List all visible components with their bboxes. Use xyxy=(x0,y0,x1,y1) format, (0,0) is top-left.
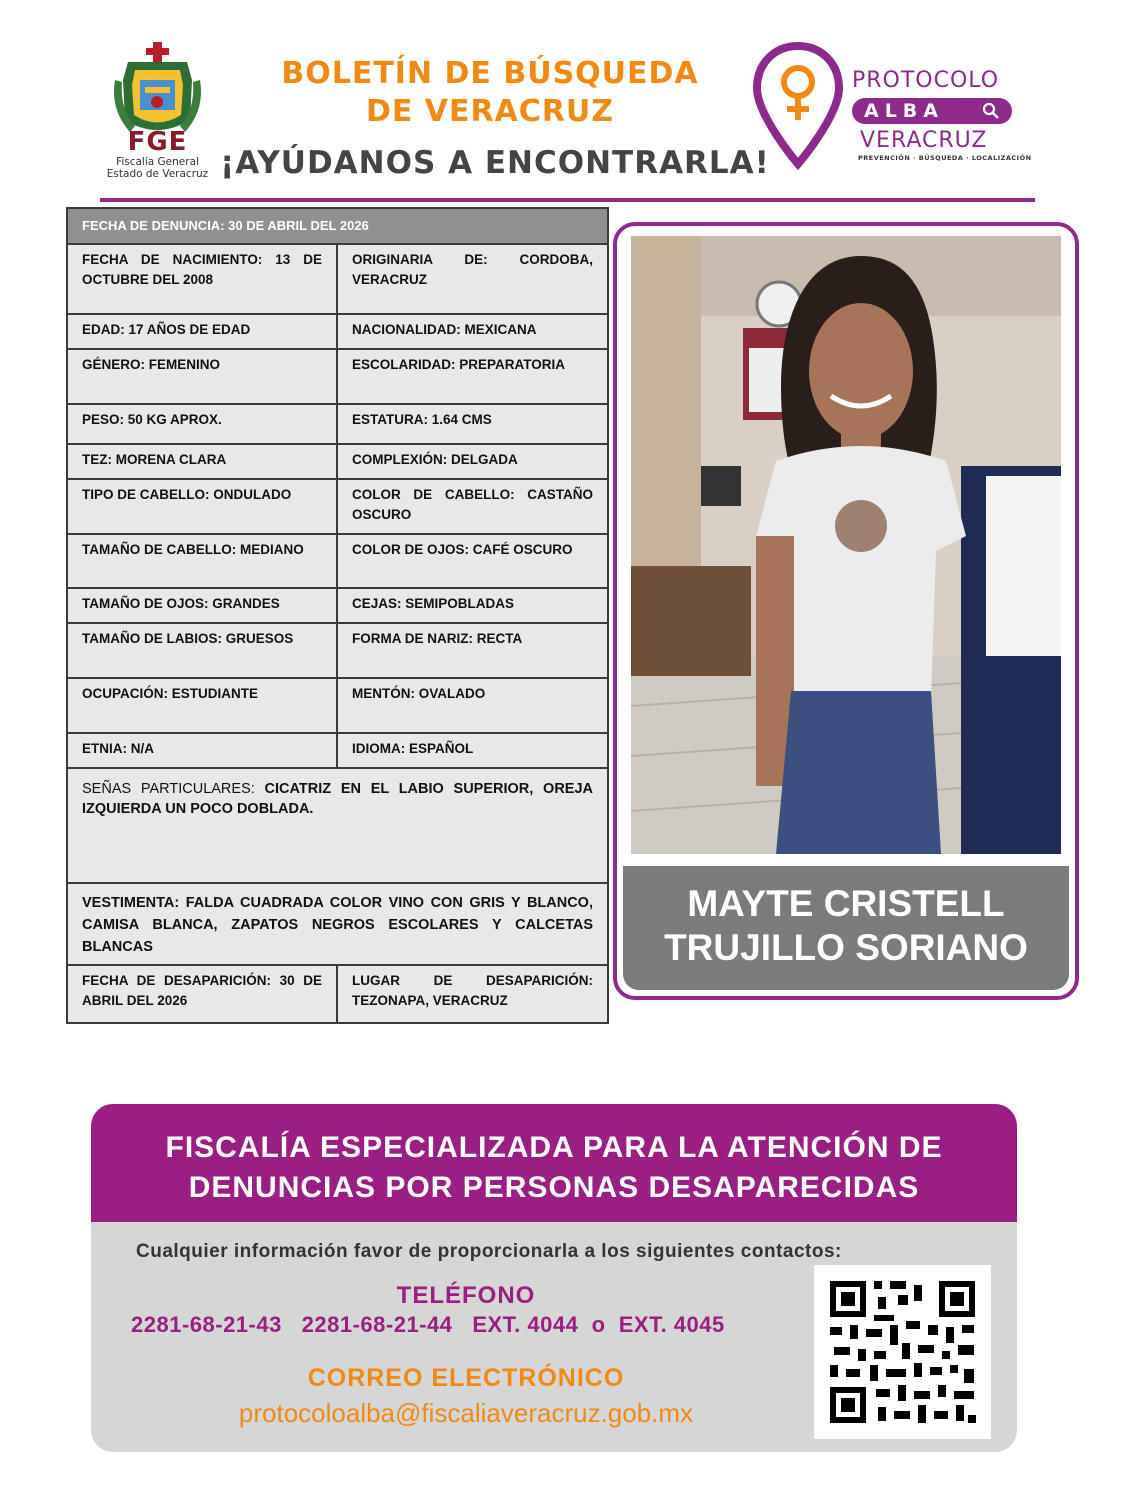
info-cell: TIPO DE CABELLO: ONDULADO xyxy=(67,479,337,534)
info-cell: IDIOMA: ESPAÑOL xyxy=(337,733,608,768)
protocol-tagline: PREVENCIÓN · BÚSQUEDA · LOCALIZACIÓN xyxy=(858,154,1032,162)
distinguishing-marks-label: SEÑAS PARTICULARES: xyxy=(82,781,265,797)
search-icon xyxy=(982,102,1000,120)
header-divider xyxy=(100,198,1035,202)
prosecutor-office-banner xyxy=(91,1104,1017,1222)
clothing: VESTIMENTA: FALDA CUADRADA COLOR VINO CON GRIS Y BLANCO, CAMISA BLANCA, ZAPATOS NEGROS ESCOLARES Y CALCETAS BLANCAS xyxy=(67,883,608,965)
fge-abbr: FGE xyxy=(127,127,188,157)
photo-card xyxy=(613,222,1079,1000)
info-cell: PESO: 50 KG APROX. xyxy=(67,404,337,444)
info-cell: TAMAÑO DE LABIOS: GRUESOS xyxy=(67,623,337,678)
info-cell: MENTÓN: OVALADO xyxy=(337,678,608,733)
distinguishing-marks-value: CICATRIZ EN EL LABIO SUPERIOR, OREJA IZQUIERDA UN POCO DOBLADA. xyxy=(82,781,593,817)
phone-numbers[interactable]: 2281-68-21-43 2281-68-21-44 EXT. 4044 o EXT. 4045 xyxy=(131,1312,725,1337)
info-cell: OCUPACIÓN: ESTUDIANTE xyxy=(67,678,337,733)
missing-person-photo xyxy=(631,236,1061,854)
info-cell: TEZ: MORENA CLARA xyxy=(67,444,337,479)
report-date: FECHA DE DENUNCIA: 30 DE ABRIL DEL 2026 xyxy=(67,208,608,244)
info-cell: ESCOLARIDAD: PREPARATORIA xyxy=(337,349,608,404)
fge-name-line2: Estado de Veracruz xyxy=(106,168,209,180)
contact-intro: Cualquier información favor de proporcionarla a los siguientes contactos: xyxy=(136,1241,842,1262)
location-pin-female-icon xyxy=(752,42,844,170)
email-label: CORREO ELECTRÓNICO xyxy=(307,1364,625,1392)
disappearance-date: FECHA DE DESAPARICIÓN: 30 DE ABRIL DEL 2026 xyxy=(67,965,337,1023)
prosecutor-title-line2: DENUNCIAS POR PERSONAS DESAPARECIDAS xyxy=(188,1171,920,1204)
protocol-name-line1: PROTOCOLO xyxy=(852,68,1000,93)
info-cell: GÉNERO: FEMENINO xyxy=(67,349,337,404)
protocol-name-line3: VERACRUZ xyxy=(860,128,988,153)
prosecutor-office-title xyxy=(91,1128,1017,1208)
name-line2: TRUJILLO SORIANO xyxy=(664,927,1028,968)
prosecutor-title-line1: FISCALÍA ESPECIALIZADA PARA LA ATENCIÓN DE xyxy=(165,1131,943,1164)
phone-label: TELÉFONO xyxy=(396,1282,536,1309)
info-cell: CEJAS: SEMIPOBLADAS xyxy=(337,588,608,623)
missing-person-name-box xyxy=(623,866,1069,990)
fge-name-line1: Fiscalía General xyxy=(116,156,199,168)
info-cell: ORIGINARIA DE: CORDOBA, VERACRUZ xyxy=(337,244,608,314)
bulletin-title-line2: DE VERACRUZ xyxy=(365,94,615,129)
info-cell: COLOR DE CABELLO: CASTAÑO OSCURO xyxy=(337,479,608,534)
fge-logo-text xyxy=(100,128,215,180)
missing-person-info-table xyxy=(66,207,609,1024)
missing-person-name xyxy=(623,882,1069,970)
info-cell: FECHA DE NACIMIENTO: 13 DE OCTUBRE DEL 2008 xyxy=(67,244,337,314)
disappearance-place: LUGAR DE DESAPARICIÓN: TEZONAPA, VERACRUZ xyxy=(337,965,608,1023)
protocol-name-line2: ALBA xyxy=(864,100,944,122)
info-cell: TAMAÑO DE CABELLO: MEDIANO xyxy=(67,534,337,588)
info-cell: FORMA DE NARIZ: RECTA xyxy=(337,623,608,678)
info-cell: NACIONALIDAD: MEXICANA xyxy=(337,314,608,349)
email-link[interactable]: protocoloalba@fiscaliaveracruz.gob.mx xyxy=(238,1398,694,1428)
distinguishing-marks xyxy=(67,768,608,883)
info-cell: TAMAÑO DE OJOS: GRANDES xyxy=(67,588,337,623)
qr-code-icon[interactable] xyxy=(814,1265,991,1439)
info-cell: COLOR DE OJOS: CAFÉ OSCURO xyxy=(337,534,608,588)
info-cell: COMPLEXIÓN: DELGADA xyxy=(337,444,608,479)
name-line1: MAYTE CRISTELL xyxy=(687,883,1005,924)
help-find-her-title: ¡AYÚDANOS A ENCONTRARLA! xyxy=(220,145,770,181)
bulletin-title xyxy=(240,55,740,131)
info-cell: EDAD: 17 AÑOS DE EDAD xyxy=(67,314,337,349)
bulletin-title-line1: BOLETÍN DE BÚSQUEDA xyxy=(281,56,699,91)
info-cell: ETNIA: N/A xyxy=(67,733,337,768)
info-cell: ESTATURA: 1.64 CMS xyxy=(337,404,608,444)
